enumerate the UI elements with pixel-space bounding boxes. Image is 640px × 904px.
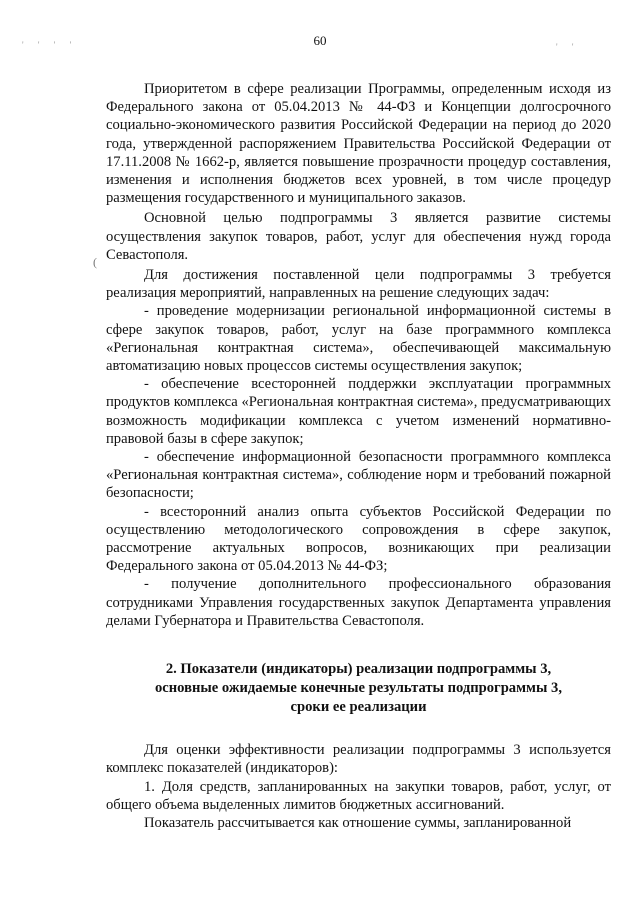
list-item-support: - обеспечение всесторонней поддержки эксплуатации программных продуктов комплекса «Региональная контрактная система», предусматривающих возможность модификации комплекса с учетом изменений нормативно-правовой базы в сфере закупок;	[106, 376, 611, 447]
scan-artifact-left: ' ' ' '	[22, 40, 78, 50]
list-item-analysis: - всесторонний анализ опыта субъектов Российской Федерации по осуществлению методологического сопровождения в сфере закупок, рассмотрение актуальных вопросов, возникающих при реализации Федерального закона от 05.04.2013 № 44-ФЗ;	[106, 503, 611, 575]
list-item-education: - получение дополнительного профессионального образования сотрудниками Управления государственных закупок Департамента управления делами Губернатора и Правительства Севастополя.	[106, 576, 611, 629]
section-heading-line: основные ожидаемые конечные результаты подпрограммы 3,	[155, 680, 562, 697]
paragraph-indicator-1: 1. Доля средств, запланированных на закупки товаров, работ, услуг, от общего объема выделенных лимитов бюджетных ассигнований.	[106, 778, 611, 813]
section-heading-line: 2. Показатели (индикаторы) реализации подпрограммы 3,	[165, 661, 552, 678]
paragraph-indicators-intro: Для оценки эффективности реализации подпрограммы 3 используется комплекс показателей (индикаторов):	[106, 742, 611, 777]
scan-artifact-right: ' '	[556, 42, 580, 52]
section-heading	[106, 660, 611, 717]
list-item-security: - обеспечение информационной безопасности программного комплекса «Региональная контрактная система», соблюдение норм и требований пожарной безопасности;	[106, 449, 611, 502]
document-body	[106, 80, 611, 832]
page-number: 60	[313, 33, 327, 48]
paragraph-calculation: Показатель рассчитывается как отношение суммы, запланированной	[144, 814, 572, 831]
paragraph-main-goal: Основной целью подпрограммы 3 является развитие системы осуществления закупок товаров, работ, услуг для обеспечения нужд города Севастополя.	[106, 210, 611, 263]
section-heading-line: сроки ее реализации	[290, 699, 427, 716]
list-item-modernization: - проведение модернизации региональной информационной системы в сфере закупок товаров, работ, услуг на базе программного комплекса «Региональная контрактная система», обеспечивающей максимальную автоматизацию новых процессов системы осуществления закупок;	[106, 303, 611, 375]
paragraph-tasks-intro: Для достижения поставленной цели подпрограммы 3 требуется реализация мероприятий, направленных на решение следующих задач:	[106, 267, 611, 302]
paragraph-priority: Приоритетом в сфере реализации Программы, определенным исходя из Федерального закона от 05.04.2013 № 44-ФЗ и Концепции долгосрочного социально-экономического развития Российской Федерации на период до 2020 года, утвержденной распоряжением Правительства Российской Федерации от 17.11.2008 № 1662-р, является повышение прозрачности процедур составления, изменения и исполнения бюджетов всех уровней, в том числе процедур размещения государственного и муниципального заказов.	[106, 81, 611, 207]
margin-mark: (	[93, 255, 97, 269]
